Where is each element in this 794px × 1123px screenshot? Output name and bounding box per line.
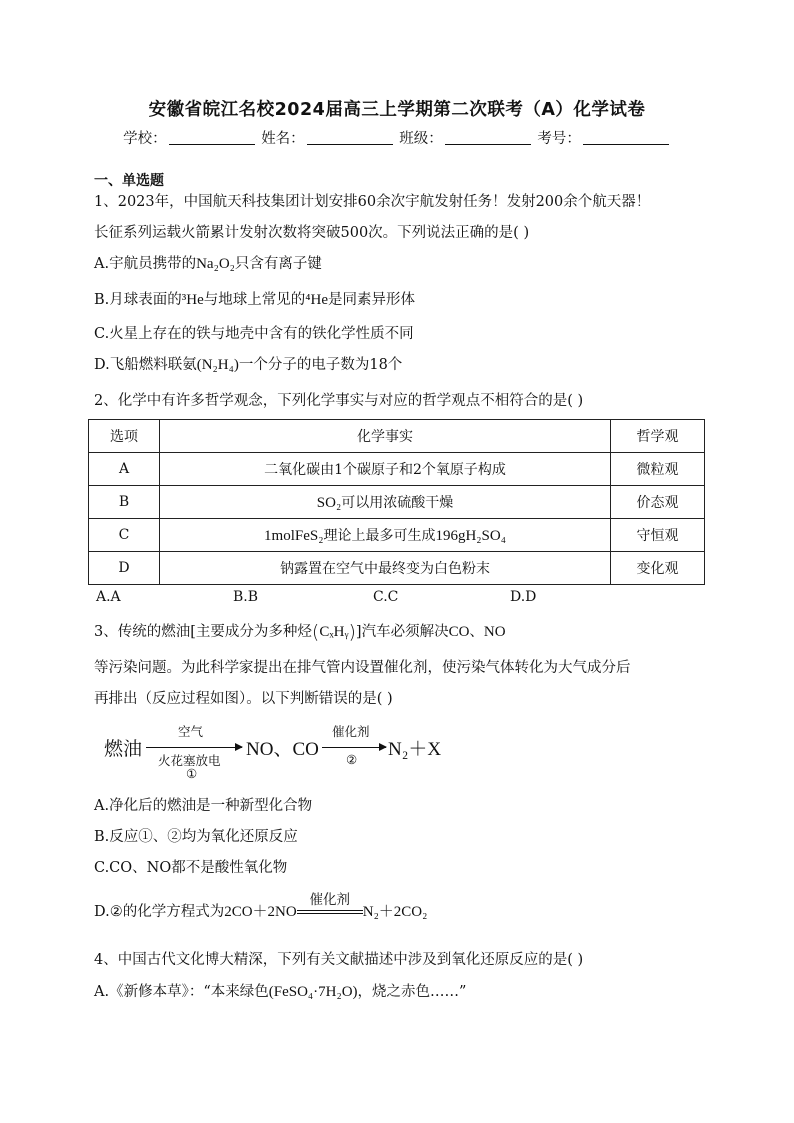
section-heading: 一、单选题 xyxy=(94,173,164,189)
paren-left: ( xyxy=(311,621,320,643)
table-header-row xyxy=(89,420,705,453)
number-label: 考号： xyxy=(537,131,581,147)
q1-a-text: A.宇航员携带的 xyxy=(94,256,197,272)
q1-option-b[interactable] xyxy=(94,288,415,309)
equals-catalyst xyxy=(297,892,363,920)
q3-option-a[interactable]: A.净化后的燃油是一种新型化合物 xyxy=(94,798,313,814)
header-option: 选项 xyxy=(89,420,160,453)
q1-option-c[interactable]: C.火星上存在的铁与地壳中含有的铁化学性质不同 xyxy=(94,326,414,342)
chem-he4: ⁴He xyxy=(305,292,328,308)
name-label: 姓名： xyxy=(261,131,305,147)
class-label: 班级： xyxy=(399,131,443,147)
q3-stem-line2: 等污染问题。为此科学家提出在排气管内设置催化剂，使污染气体转化为大气成分后 xyxy=(94,660,631,676)
name-blank[interactable] xyxy=(307,130,393,145)
chem-eq-left: 2CO＋2NO xyxy=(224,904,297,920)
diagram-spark: 火花塞放电 xyxy=(158,753,221,768)
eq-line-top xyxy=(297,910,363,911)
school-label: 学校： xyxy=(123,131,167,147)
row-option: A xyxy=(89,453,160,486)
chem-he3: ³He xyxy=(181,292,204,308)
q4-stem: 4、中国古代文化博大精深，下列有关文献描述中涉及到氧化还原反应的是( ) xyxy=(94,952,584,968)
chem-n2h4: (N₂H₄) xyxy=(196,357,239,373)
q3-option-d[interactable] xyxy=(94,892,428,921)
chem-so2: SO₂ xyxy=(316,495,342,511)
diagram-catalyst: 催化剂 xyxy=(332,724,370,739)
q1-d-text-post: 一个分子的电子数为18个 xyxy=(238,357,403,373)
q1-d-text: D.飞船燃料联氨 xyxy=(94,357,197,373)
row-option: D xyxy=(89,552,160,585)
q1-stem-line2: 长征系列运载火箭累计发射次数将突破500次。下列说法正确的是( ) xyxy=(94,225,530,241)
q3-stem-line3: 再排出（反应过程如图）。以下判断错误的是( ) xyxy=(94,691,393,707)
table-row xyxy=(89,486,705,519)
q2-option-a[interactable]: A.A xyxy=(96,589,121,605)
q1-b-text-post: 是同素异形体 xyxy=(328,292,415,308)
row-option: B xyxy=(89,486,160,519)
table-row xyxy=(89,453,705,486)
q1-stem-line1: 1、2023年，中国航天科技集团计划安排60余次宇航发射任务！发射200余个航天器！ xyxy=(94,194,651,210)
q3-option-c[interactable]: C.CO、NO都不是酸性氧化物 xyxy=(94,860,288,876)
diagram-air: 空气 xyxy=(178,724,204,739)
q3-option-b[interactable]: B.反应①、②均为氧化还原反应 xyxy=(94,829,298,845)
row-view: 价态观 xyxy=(611,486,705,519)
header-view: 哲学观 xyxy=(611,420,705,453)
diagram-fuel: 燃油 xyxy=(104,738,143,760)
table-row xyxy=(89,519,705,552)
q3-d-text: D.②的化学方程式为 xyxy=(94,904,225,920)
diagram-step1: ① xyxy=(186,766,198,781)
reaction-diagram xyxy=(100,720,460,782)
q2-table xyxy=(88,419,705,585)
q2-option-c[interactable]: C.C xyxy=(373,589,399,605)
row-view: 微粒观 xyxy=(611,453,705,486)
q2-option-d[interactable]: D.D xyxy=(510,589,537,605)
diagram-product: N₂＋X xyxy=(388,739,442,760)
chem-feso4: (FeSO₄·7H₂O) xyxy=(268,984,358,1000)
row-fact-text: 可以用浓硫酸干燥 xyxy=(341,495,454,511)
chem-fes2: 1molFeS₂ xyxy=(264,528,324,544)
q1-option-a[interactable] xyxy=(94,252,322,273)
arrow-step2 xyxy=(322,747,386,748)
q3-text-2: ]汽车必须解决 xyxy=(355,624,449,640)
row-view: 守恒观 xyxy=(611,519,705,552)
q4-a-text-post: ，烧之赤色……” xyxy=(357,984,467,1000)
row-fact: 二氧化碳由1个碳原子和2个氧原子构成 xyxy=(160,453,611,486)
q3-text-1: 3、传统的燃油[主要成分为多种烃 xyxy=(94,624,312,640)
row-fact-text: 理论上最多可生成 xyxy=(323,528,436,544)
q1-b-text-mid: 与地球上常见的 xyxy=(203,292,306,308)
diagram-mid: NO、CO xyxy=(246,739,319,760)
row-view: 变化观 xyxy=(611,552,705,585)
row-fact: 钠露置在空气中最终变为白色粉末 xyxy=(160,552,611,585)
q1-b-text: B.月球表面的 xyxy=(94,292,182,308)
arrow-step1 xyxy=(146,747,242,748)
row-fact xyxy=(160,519,611,552)
eq-catalyst-label: 催化剂 xyxy=(309,892,350,908)
q4-a-text: A.《新修本草》：“本来绿色 xyxy=(94,984,269,1000)
number-blank[interactable] xyxy=(583,130,669,145)
table-row xyxy=(89,552,705,585)
q2-option-b[interactable]: B.B xyxy=(233,589,259,605)
paren-right: ) xyxy=(348,621,356,643)
header-fact: 化学事实 xyxy=(160,420,611,453)
school-blank[interactable] xyxy=(169,130,255,145)
chem-co: CO xyxy=(448,624,470,640)
q2-stem: 2、化学中有许多哲学观念，下列化学事实与对应的哲学观点不相符合的是( ) xyxy=(94,393,584,409)
row-fact xyxy=(160,486,611,519)
chem-eq-right: N₂＋2CO₂ xyxy=(362,904,428,920)
row-option: C xyxy=(89,519,160,552)
student-info-line xyxy=(0,127,794,148)
chem-na2o2: Na₂O₂ xyxy=(196,256,235,272)
chem-h2so4: 196gH₂SO₄ xyxy=(435,528,506,544)
chem-no: NO xyxy=(483,624,506,640)
q3-text-3: 、 xyxy=(469,624,484,640)
class-blank[interactable] xyxy=(445,130,531,145)
q1-a-text-post: 只含有离子键 xyxy=(234,256,322,272)
eq-line-bottom xyxy=(297,913,363,914)
chem-cxhy: CₓHᵧ xyxy=(319,624,349,640)
diagram-step2: ② xyxy=(346,752,358,767)
q1-option-d[interactable] xyxy=(94,353,402,374)
page-title: 安徽省皖江名校2024届高三上学期第二次联考（A）化学试卷 xyxy=(148,100,646,120)
q3-stem-line1 xyxy=(94,620,506,643)
q4-option-a[interactable] xyxy=(94,980,466,1001)
